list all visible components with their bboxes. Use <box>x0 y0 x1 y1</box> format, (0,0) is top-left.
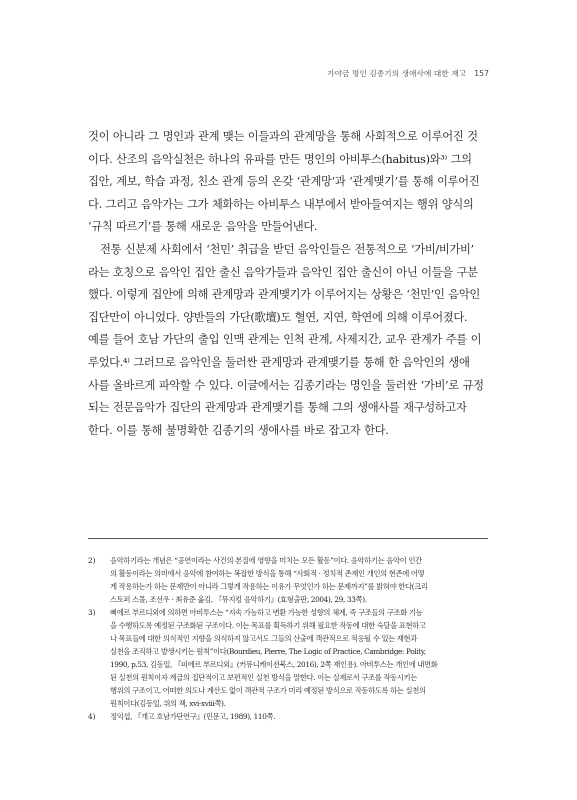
body-line: 한다. 이를 통해 불명확한 김종기의 생애사를 바로 잡고자 한다. <box>88 423 389 437</box>
body-line: 예를 들어 호남 가단의 출입 인맥 관계는 인척 관계, 사제지간, 교우 관계가 주를 이 <box>88 333 482 347</box>
footnote-line: 나 목표들에 대한 의식적인 지향을 의식하지 않고서도 그들의 산출에 객관적으로 적응될 수 있는 재현과 <box>110 634 417 643</box>
footnotes <box>88 554 488 723</box>
footnote-line: 정익섭, 『개고 호남가단연구』(민문고, 1989), 110쪽. <box>110 712 276 721</box>
footnote-line: 삐에르 부르디외에 의하면 아비투스는 “지속 가능하고 변환 가능한 성향의 체계, 즉 구조들의 구조화 기능 <box>110 608 423 617</box>
body-line: 라는 호칭으로 음악인 집안 출신 음악가들과 음악인 집안 출신이 아닌 이들을 구분 <box>88 265 478 279</box>
footnote-line: 게 작용하는가 하는 문제만이 아니라 그렇게 작용하는 이유가 무엇인가 하는 문제까지”를 밝혀야 한다(크리 <box>110 582 428 591</box>
running-title: 가야금 명인 김종기의 생애사에 대한 재고 <box>327 69 467 78</box>
body-line: ‘규칙 따르기’를 통해 새로운 음악을 만들어낸다. <box>88 220 318 234</box>
footnote-number: 3) <box>88 608 96 617</box>
footnote-2 <box>88 554 488 606</box>
footnote-divider <box>88 538 488 539</box>
body-line: 집안, 계보, 학습 과정, 친소 관계 등의 온갖 ‘관계망’과 ‘관계맺기’를 통해 이루어진 <box>88 175 480 189</box>
body-text <box>88 126 488 442</box>
footnote-line: 원칙이다(김동일, 위의 책, xvi-xviii쪽). <box>110 699 226 708</box>
body-line: 이다. 산조의 음악실천은 하나의 유파를 만든 명인의 아비투스(habitus)와³⁾ 그의 <box>88 152 472 166</box>
body-line: 집단만이 아니었다. 양반들의 가단(歌壇)도 혈연, 지연, 학연에 의해 이루어졌다. <box>88 310 468 324</box>
footnote-line: 실천을 조직하고 발생시키는 원칙”이다(Bourdieu, Pierre, The Logic of Practice, Cambridge: Polity, <box>110 647 426 656</box>
footnote-line: 을 수행하도록 예정된 구조화된 구조이다. 이는 목표를 획득하기 위해 필요한 작동에 대한 숙달을 표현하고 <box>110 621 426 630</box>
body-line: 되는 전문음악가 집단의 관계망과 관계맺기를 통해 그의 생애사를 재구성하고자 <box>88 401 467 415</box>
body-line: 다. 그리고 음악가는 그가 체화하는 아비투스 내부에서 받아들여지는 행위 양식의 <box>88 197 474 211</box>
footnote-line: 의 활동이라는 의미에서 음악에 참여하는 복잡한 방식을 통해 “사회적 · 정치적 존재인 개인의 현존에 어떻 <box>110 569 425 578</box>
footnote-line: 스토퍼 스몰, 조선우 · 최유준 옮김, 『뮤지킹 음악하기』(효형출판, 2004), 29, 33쪽). <box>110 595 367 604</box>
footnote-number: 2) <box>88 556 96 565</box>
footnote-4 <box>88 710 488 723</box>
body-line: 것이 아니라 그 명인과 관계 맺는 이들과의 관계망을 통해 사회적으로 이루어진 것 <box>88 130 478 143</box>
body-line: 루었다.⁴⁾ 그러므로 음악인을 둘러싼 관계망과 관계맺기를 통해 한 음악인의 생애 <box>88 355 470 369</box>
footnote-line: 된 실천의 원칙이자 계급의 집단적이고 보편적인 실천 방식을 말한다. 이는 실제로서 구조를 작동시키는 <box>110 673 417 682</box>
running-header <box>327 68 489 79</box>
body-line: 전통 신분제 사회에서 ‘천민’ 취급을 받던 음악인들은 전통적으로 ‘가비/비가비’ <box>100 242 474 256</box>
footnote-line: 행위의 구조이고, 어떠한 의도나 계산도 없이 객관적 구조가 미리 예정된 방식으로 작동하도록 하는 실천의 <box>110 686 426 695</box>
footnote-3 <box>88 606 488 710</box>
footnote-number: 4) <box>88 712 96 721</box>
footnote-line: 1990, p.53, 김동일, 『피에르 부르디외』(커뮤니케이션북스, 2016), 2쪽 재인용). 아비투스는 개인에 내면화 <box>110 660 438 669</box>
body-line: 했다. 이렇게 집안에 의해 관계망과 관계맺기가 이루어지는 상황은 ‘천민’인 음악인 <box>88 288 480 302</box>
page-number: 157 <box>474 69 489 78</box>
body-line: 사를 올바르게 파악할 수 있다. 이글에서는 김종기라는 명인을 둘러싼 ‘가비’로 규정 <box>88 378 484 392</box>
footnote-line: 음악하기라는 개념은 “공연이라는 사건의 본질에 영향을 미치는 모든 활동”이다. 음악하기는 음악이 인간 <box>110 556 422 565</box>
